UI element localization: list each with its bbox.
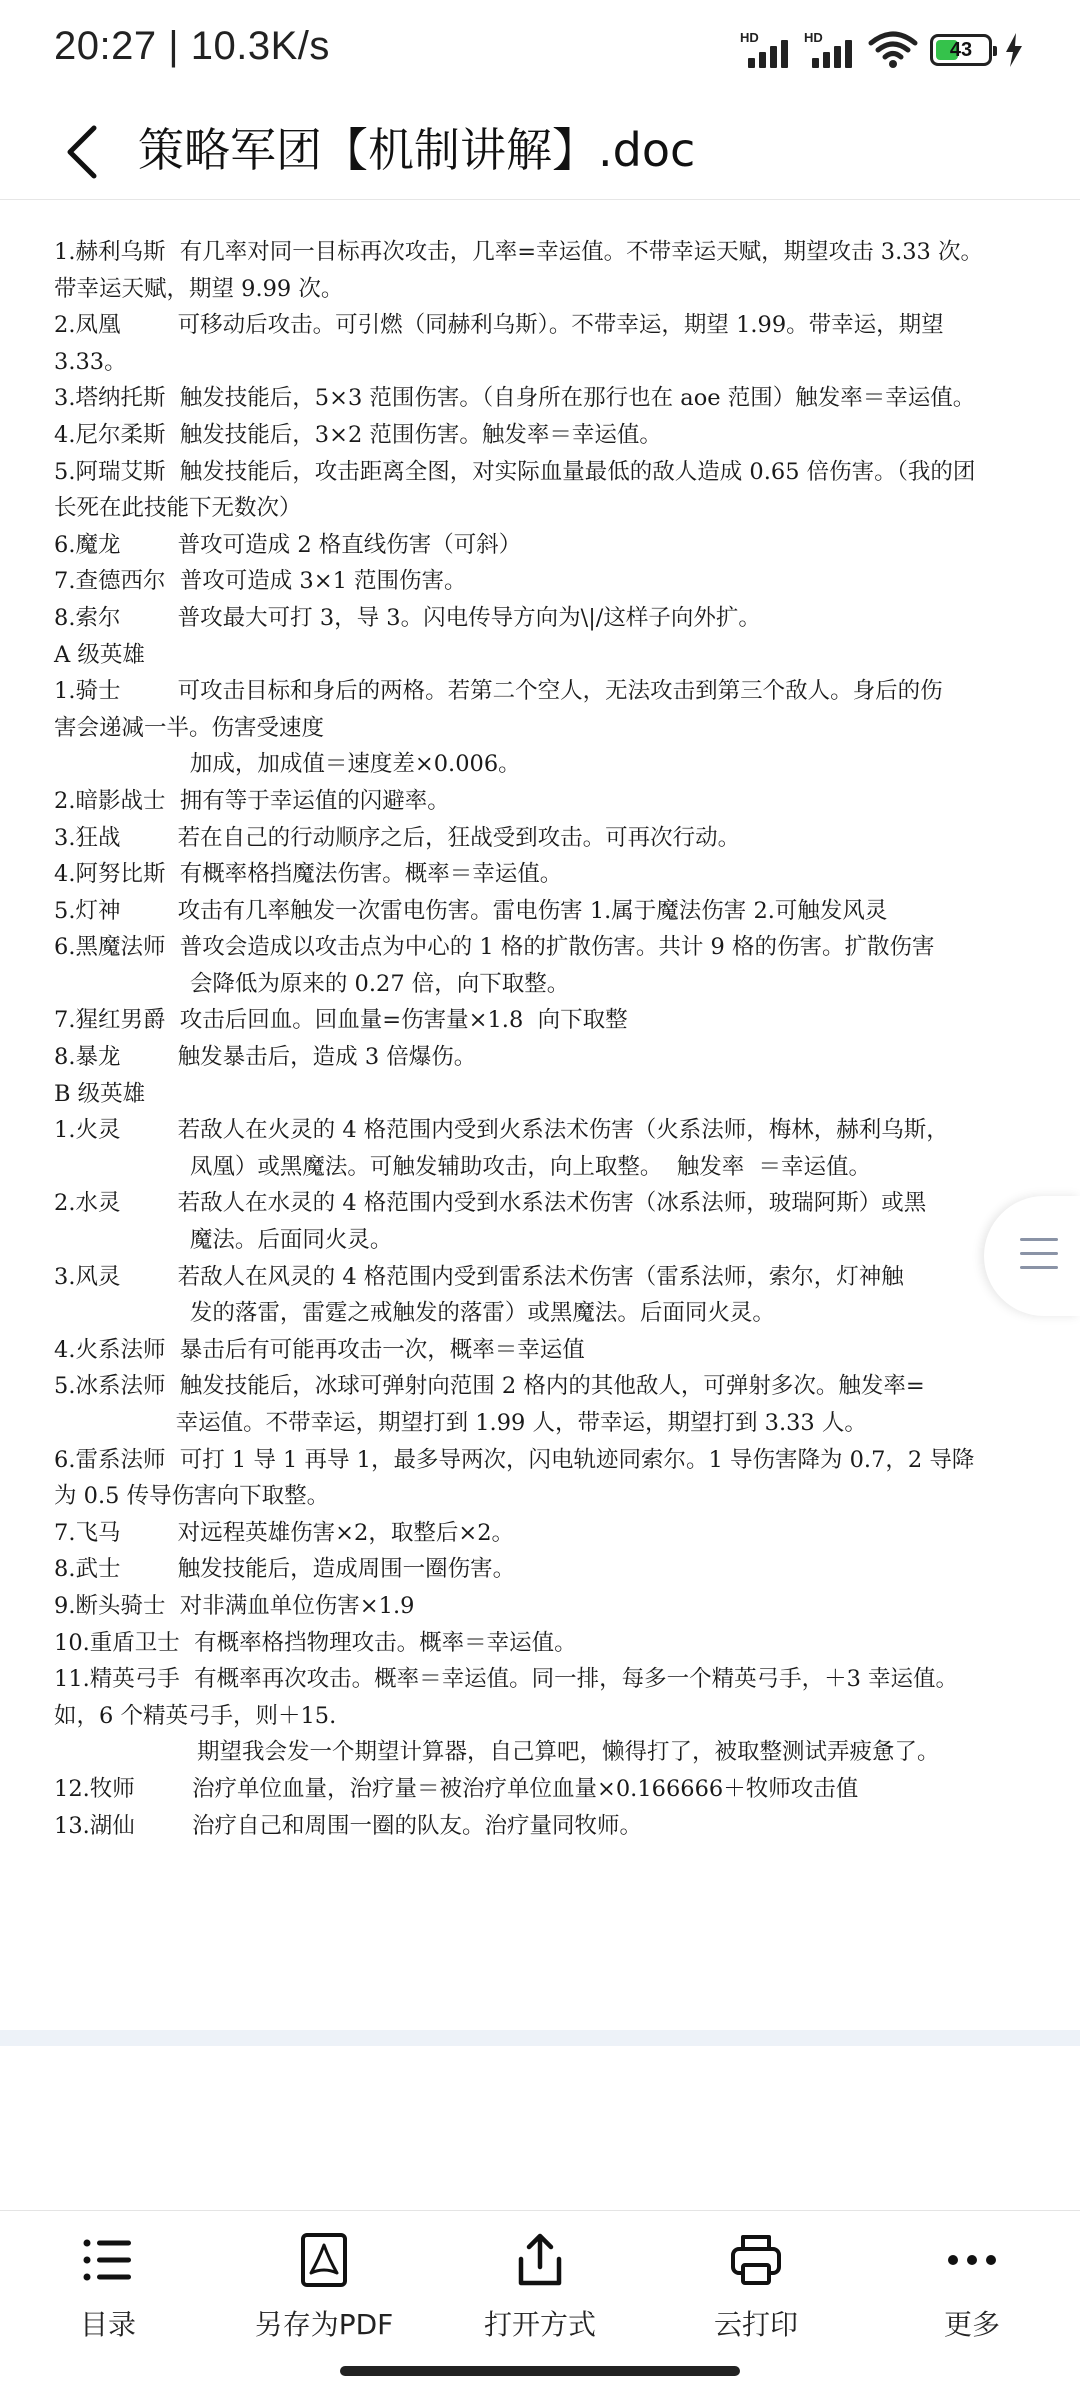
doc-line: 10.重盾卫士 有概率格挡物理攻击。概率＝幸运值。 (54, 1629, 577, 1656)
doc-line: 4.阿努比斯 有概率格挡魔法伤害。概率＝幸运值。 (54, 861, 563, 888)
doc-line: 5.阿瑞艾斯 触发技能后，攻击距离全图，对实际血量最低的敌人造成 0.65 倍伤害。（我的团 (54, 458, 976, 485)
open-with-label: 打开方式 (483, 2308, 596, 2341)
doc-line: 如，6 个精英弓手，则＋15. (54, 1702, 337, 1729)
doc-line: 带幸运天赋，期望 9.99 次。 (54, 275, 344, 302)
cloud-print-button[interactable] (666, 2229, 846, 2343)
doc-line: 2.暗影战士 拥有等于幸运值的闪避率。 (54, 787, 450, 814)
save-as-pdf-button[interactable] (234, 2229, 414, 2343)
doc-line: 11.精英弓手 有概率再次攻击。概率＝幸运值。同一排，每多一个精英弓手，＋3 幸运值。 (54, 1666, 959, 1693)
toc-label: 目录 (79, 2308, 136, 2341)
doc-line: 7.查德西尔 普攻可造成 3×1 范围伤害。 (54, 568, 467, 595)
hd-label: HD (804, 30, 823, 45)
doc-line: 2.凤凰 可移动后攻击。可引燃（同赫利乌斯）。不带幸运，期望 1.99。带幸运，期望 (54, 312, 944, 339)
doc-line: 13.湖仙 治疗自己和周围一圈的队友。治疗量同牧师。 (54, 1812, 643, 1839)
doc-line: 5.灯神 攻击有几率触发一次雷电伤害。雷电伤害 1.属于魔法伤害 2.可触发风灵 (54, 897, 888, 924)
doc-line: A 级英雄 (54, 641, 145, 668)
doc-line: 4.火系法师 暴击后有可能再攻击一次，概率＝幸运值 (54, 1336, 585, 1363)
charging-icon (1004, 33, 1024, 67)
doc-line: 2.水灵 若敌人在水灵的 4 格范围内受到水系法术伤害（冰系法师，玻瑞阿斯）或黑 (54, 1190, 927, 1217)
doc-line: 8.武士 触发技能后，造成周围一圈伤害。 (54, 1556, 516, 1583)
status-icons (740, 30, 1024, 70)
doc-line: 3.塔纳托斯 触发技能后，5×3 范围伤害。（自身所在那行也在 aoe 范围）触发率＝幸运值。 (54, 385, 976, 412)
title-bar (0, 96, 1080, 200)
doc-line: 害会递减一半。伤害受速度 (54, 714, 325, 741)
doc-line: 1.赫利乌斯 有几率对同一目标再次攻击，几率=幸运值。不带幸运天赋，期望攻击 3.33 次。 (54, 239, 984, 265)
doc-line: 期望我会发一个期望计算器，自己算吧，懒得打了，被取整测试弄疲惫了。 (54, 1739, 940, 1766)
more-button[interactable] (882, 2229, 1062, 2343)
document-body (54, 234, 1034, 1844)
doc-line: 魔法。后面同火灵。 (54, 1227, 393, 1254)
doc-line: 3.33。 (54, 348, 127, 375)
share-icon (509, 2229, 571, 2291)
wifi-icon (868, 31, 918, 69)
more-label: 更多 (943, 2308, 1000, 2341)
signal-hd-icon (740, 32, 792, 68)
battery-level: 43 (949, 38, 973, 61)
doc-line: 7.飞马 对远程英雄伤害×2，取整后×2。 (54, 1519, 515, 1546)
doc-line: 3.风灵 若敌人在风灵的 4 格范围内受到雷系法术伤害（雷系法师，索尔，灯神触 (54, 1263, 904, 1290)
doc-line: 为 0.5 传导伤害向下取整。 (54, 1483, 330, 1510)
cloud-print-label: 云打印 (713, 2308, 798, 2341)
doc-line: 6.黑魔法师 普攻会造成以攻击点为中心的 1 格的扩散伤害。共计 9 格的伤害。扩散伤害 (54, 934, 935, 961)
list-icon (77, 2229, 139, 2291)
doc-line: B 级英雄 (54, 1080, 146, 1107)
doc-line: 8.索尔 普攻最大可打 3，导 3。闪电传导方向为\|/这样子向外扩。 (54, 604, 761, 631)
more-dots-icon (941, 2229, 1003, 2291)
doc-line: 4.尼尔柔斯 触发技能后，3×2 范围伤害。触发率＝幸运值。 (54, 421, 662, 448)
toc-button[interactable] (18, 2229, 198, 2343)
doc-line: 凤凰）或黑魔法。可触发辅助攻击，向上取整。 触发率 ＝幸运值。 (54, 1153, 872, 1180)
doc-line: 幸运值。不带幸运，期望打到 1.99 人，带幸运，期望打到 3.33 人。 (54, 1410, 867, 1436)
status-time: 20:27 | 10.3K/s (54, 24, 330, 68)
back-arrow-icon (56, 114, 120, 182)
open-with-button[interactable] (450, 2229, 630, 2343)
status-bar (0, 0, 1080, 96)
doc-line: 6.魔龙 普攻可造成 2 格直线伤害（可斜） (54, 531, 522, 558)
doc-line: 加成，加成值＝速度差×0.006。 (54, 751, 521, 778)
doc-line: 9.断头骑士 对非满血单位伤害×1.9 (54, 1592, 415, 1619)
pdf-icon (293, 2229, 355, 2291)
battery-icon (930, 34, 992, 66)
doc-line: 发的落雷，雷霆之戒触发的落雷）或黑魔法。后面同火灵。 (54, 1300, 775, 1327)
doc-line: 5.冰系法师 触发技能后，冰球可弹射向范围 2 格内的其他敌人，可弹射多次。触发率= (54, 1373, 925, 1400)
printer-icon (725, 2229, 787, 2291)
doc-line: 1.骑士 可攻击目标和身后的两格。若第二个空人，无法攻击到第三个敌人。身后的伤 (54, 678, 943, 705)
doc-line: 会降低为原来的 0.27 倍，向下取整。 (54, 970, 570, 997)
doc-line: 12.牧师 治疗单位血量，治疗量＝被治疗单位血量×0.166666＋牧师攻击值 (54, 1775, 859, 1802)
signal-hd-icon (804, 32, 856, 68)
home-indicator[interactable] (340, 2366, 740, 2376)
menu-lines-icon (1020, 1238, 1058, 1280)
doc-line: 8.暴龙 触发暴击后，造成 3 倍爆伤。 (54, 1044, 477, 1071)
back-button[interactable] (56, 114, 120, 182)
hd-label: HD (740, 30, 759, 45)
doc-line: 3.狂战 若在自己的行动顺序之后，狂战受到攻击。可再次行动。 (54, 824, 741, 851)
save-as-pdf-label: 另存为PDF (254, 2308, 394, 2341)
doc-line: 1.火灵 若敌人在火灵的 4 格范围内受到火系法术伤害（火系法师，梅林，赫利乌斯， (54, 1117, 949, 1144)
doc-line: 长死在此技能下无数次） (54, 495, 302, 522)
page-separator (0, 2030, 1080, 2046)
doc-line: 7.猩红男爵 攻击后回血。回血量=伤害量×1.8 向下取整 (54, 1007, 628, 1034)
document-title: 策略军团【机制讲解】.doc (138, 123, 696, 177)
doc-line: 6.雷系法师 可打 1 导 1 再导 1，最多导两次，闪电轨迹同索尔。1 导伤害降为 0.7，2 导降 (54, 1446, 975, 1473)
